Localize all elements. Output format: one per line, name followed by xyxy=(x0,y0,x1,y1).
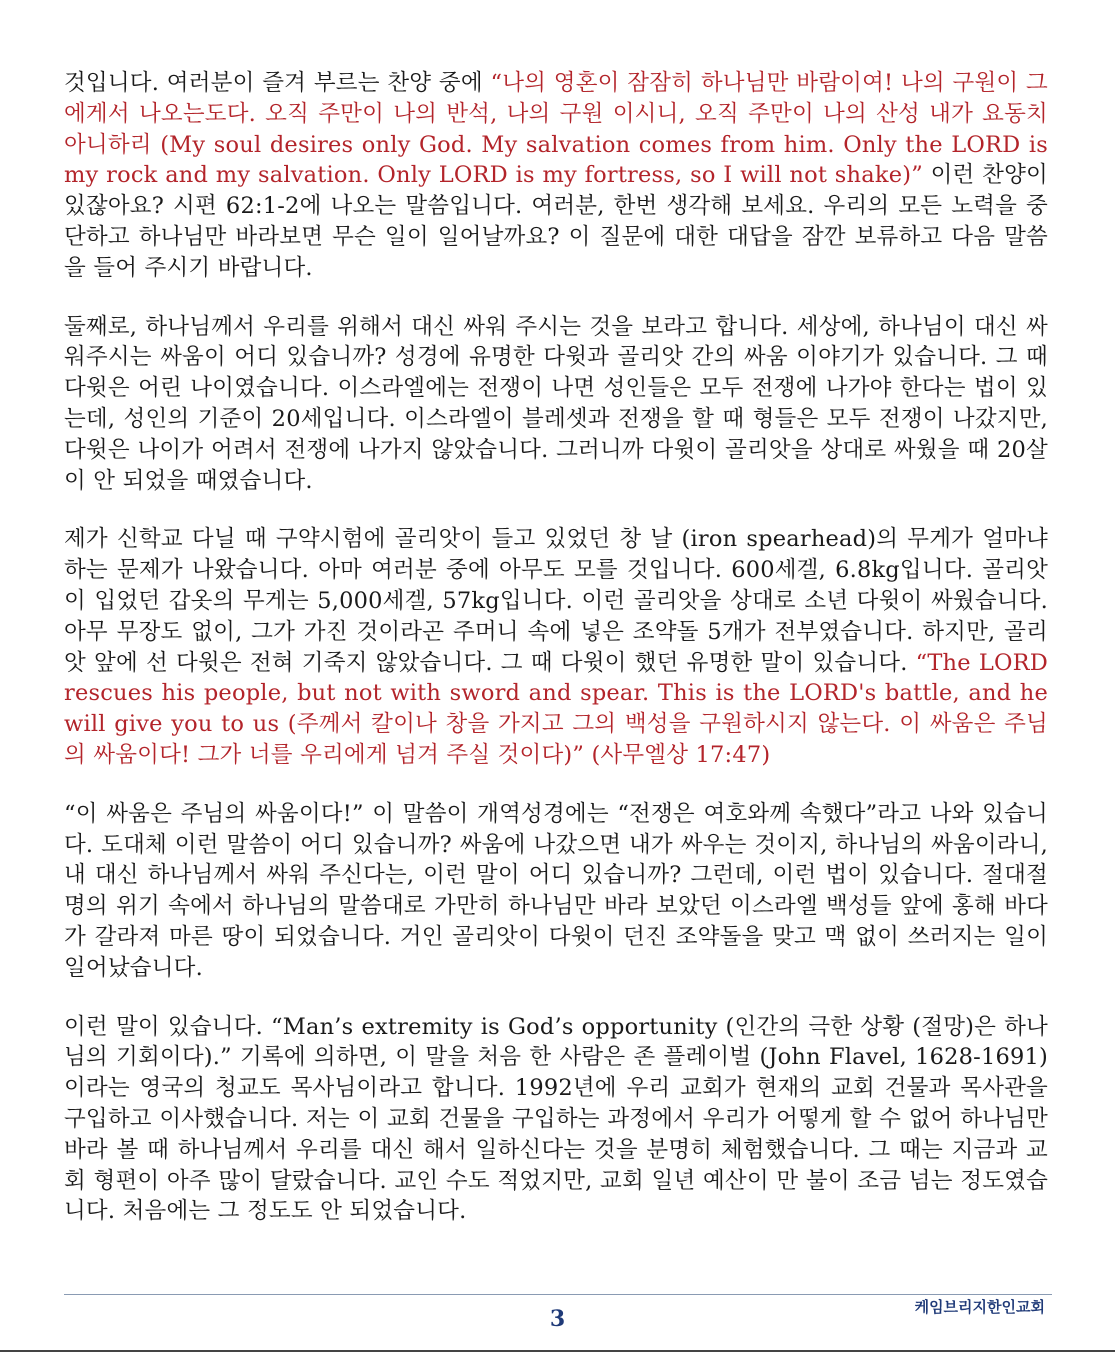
footer-divider xyxy=(64,1294,1052,1295)
paragraph-1-text-b: 이런 찬양이 있잖아요? 시편 62:1-2에 나오는 말씀입니다. 여러분, 한번 생각해 보세요. 우리의 모든 노력을 중단하고 하나님만 바라보면 무슨 일이 일어날까요? 이 질문에 대한 대답을 잠깐 보류하고 다음 말씀을 들어 주시기 바랍니다. xyxy=(64,162,1048,281)
paragraph-3-quote: “The LORD rescues his people, but not with sword and spear. This is the LORD's battle, and he will give you to us (주께서 칼이나 창을 가지고 그의 백성을 구원하시지 않는다. 이 싸움은 주님의 싸움이다! 그가 너를 우리에게 넘겨 주실 것이다)” xyxy=(64,649,1048,768)
paragraph-3-reference: (사무엘상 17:47) xyxy=(584,741,771,768)
paragraph-3 xyxy=(64,524,1048,770)
paragraph-5-text: 이런 말이 있습니다. “Man’s extremity is God’s opportunity (인간의 극한 상황 (절망)은 하나님의 기회이다).” 기록에 의하면, 이 말을 처음 한 사람은 존 플레이벌 (John Flavel, 1628-1691)이라는 영국의 청교도 목사님이라고 합니다. 1992년에 우리 교회가 현재의 교회 건물과 목사관을 구입하고 이사했습니다. 저는 이 교회 건물을 구입하는 과정에서 우리가 어떻게 할 수 없어 하나님만 바라 볼 때 하나님께서 우리를 대신 해서 일하신다는 것을 분명히 체험했습니다. 그 때는 지금과 교회 형편이 아주 많이 달랐습니다. 교인 수도 적었지만, 교회 일년 예산이 만 불이 조금 넘는 정도였습니다. 처음에는 그 정도도 안 되었습니다. xyxy=(64,1013,1048,1225)
page-number: 3 xyxy=(549,1306,566,1332)
paragraph-2-text: 둘째로, 하나님께서 우리를 위해서 대신 싸워 주시는 것을 보라고 합니다. 세상에, 하나님이 대신 싸워주시는 싸움이 어디 있습니까? 성경에 유명한 다윗과 골리앗 간의 싸움 이야기가 있습니다. 그 때 다윗은 어린 나이였습니다. 이스라엘에는 전쟁이 나면 성인들은 모두 전쟁에 나가야 한다는 법이 있는데, 성인의 기준이 20세입니다. 이스라엘이 블레셋과 전쟁을 할 때 형들은 모두 전쟁이 나갔지만, 다윗은 나이가 어려서 전쟁에 나가지 않았습니다. 그러니까 다윗이 골리앗을 상대로 싸웠을 때 20살이 안 되었을 때였습니다. xyxy=(64,313,1048,494)
paragraph-5 xyxy=(64,1012,1048,1228)
bottom-rule xyxy=(0,1350,1115,1352)
paragraph-3-text: 제가 신학교 다닐 때 구약시험에 골리앗이 들고 있었던 창 날 (iron spearhead)의 무게가 얼마냐 하는 문제가 나왔습니다. 아마 여러분 중에 아무도 모를 것입니다. 600세겔, 6.8kg입니다. 골리앗이 입었던 갑옷의 무게는 5,000세겔, 57kg입니다. 이런 골리앗을 상대로 소년 다윗이 싸웠습니다. 아무 무장도 없이, 그가 가진 것이라곤 주머니 속에 넣은 조약돌 5개가 전부였습니다. 하지만, 골리앗 앞에 선 다윗은 전혀 기죽지 않았습니다. 그 때 다윗이 했던 유명한 말이 있습니다. xyxy=(64,526,1048,676)
church-name: 케임브리지한인교회 xyxy=(914,1298,1045,1316)
paragraph-4 xyxy=(64,799,1048,984)
paragraph-1-text-a: 것입니다. 여러분이 즐겨 부르는 찬양 중에 xyxy=(64,70,491,96)
page-body xyxy=(64,68,1048,1255)
paragraph-4-text: “이 싸움은 주님의 싸움이다!” 이 말씀이 개역성경에는 “전쟁은 여호와께 속했다”라고 나와 있습니다. 도대체 이런 말씀이 어디 있습니까? 싸움에 나갔으면 내가 싸우는 것이지, 하나님의 싸움이라니, 내 대신 하나님께서 싸워 주신다는, 이런 말이 어디 있습니까? 그런데, 이런 법이 있습니다. 절대절명의 위기 속에서 하나님의 말씀대로 가만히 하나님만 바라 보았던 이스라엘 백성들 앞에 홍해 바다가 갈라져 마른 땅이 되었습니다. 거인 골리앗이 다윗이 던진 조약돌을 맞고 맥 없이 쓰러지는 일이 일어났습니다. xyxy=(64,800,1048,981)
paragraph-1-quote: “나의 영혼이 잠잠히 하나님만 바람이여! 나의 구원이 그에게서 나오는도다. 오직 주만이 나의 반석, 나의 구원 이시니, 오직 주만이 나의 산성 내가 요동치 아니하리 (My soul desires only God. My salvation comes from him. Only the LORD is my rock and my salvation. Only LORD is my fortress, so I will not shake)” xyxy=(64,70,1048,189)
paragraph-1 xyxy=(64,68,1048,284)
paragraph-2 xyxy=(64,312,1048,497)
